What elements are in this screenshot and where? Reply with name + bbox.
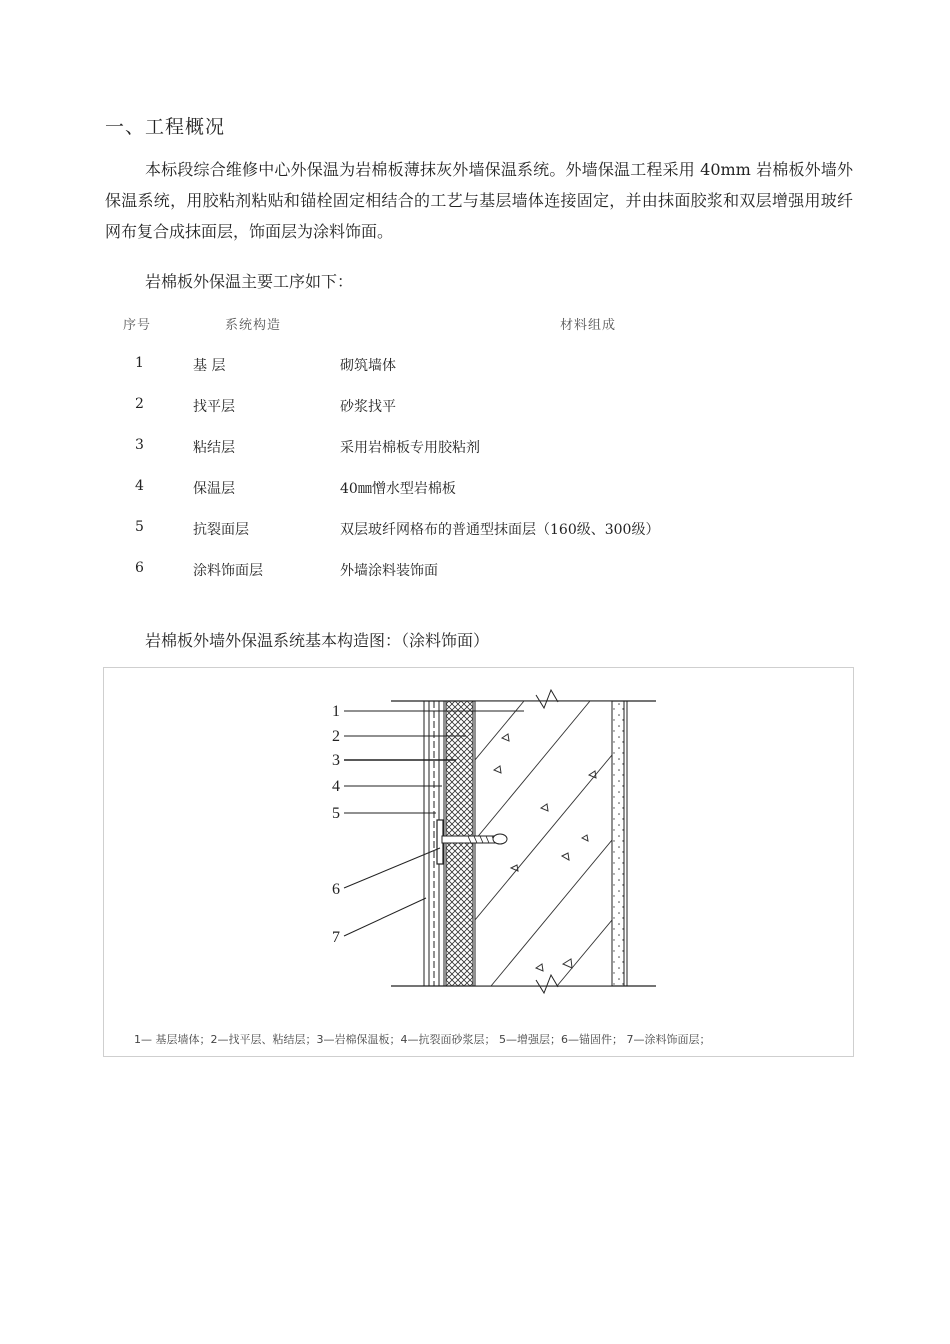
row-index: 6	[135, 560, 144, 576]
section-heading: 一、工程概况	[105, 116, 226, 138]
row-structure: 抗裂面层	[193, 522, 249, 538]
row-material: 40㎜憎水型岩棉板	[340, 481, 456, 497]
table-row	[105, 396, 845, 437]
row-index: 4	[135, 478, 144, 494]
label-7: 7	[332, 929, 340, 946]
overview-paragraph: 本标段综合维修中心外保温为岩棉板薄抹灰外墙保温系统。外墙保温工程采用 40mm 岩棉板外墙外保温系统，用胶粘剂粘贴和锚栓固定相结合的工艺与基层墙体连接固定，并由抹面胶浆和双层增强用玻纤网布复合成抹面层，饰面层为涂料饰面。	[105, 160, 853, 241]
wall-section-figure	[103, 667, 854, 1057]
header-index: 序号	[123, 318, 152, 333]
label-2: 2	[332, 728, 340, 745]
table-row	[105, 478, 845, 519]
label-3: 3	[332, 752, 340, 769]
row-index: 2	[135, 396, 144, 412]
process-table	[105, 314, 845, 601]
table-header-row	[105, 314, 845, 355]
table-row	[105, 437, 845, 478]
row-index: 5	[135, 519, 144, 535]
table-row	[105, 519, 845, 560]
row-material: 双层玻纤网格布的普通型抹面层（160级、300级）	[340, 522, 660, 538]
row-structure: 保温层	[193, 481, 235, 497]
label-1: 1	[332, 703, 340, 720]
label-6: 6	[332, 881, 340, 898]
table-row	[105, 560, 845, 601]
row-material: 砂浆找平	[340, 399, 396, 415]
row-index: 3	[135, 437, 144, 453]
header-structure: 系统构造	[225, 318, 282, 333]
row-structure: 涂料饰面层	[193, 563, 263, 579]
figure-legend: 1— 基层墙体；2—找平层、粘结层；3—岩棉保温板；4—抗裂面砂浆层； 5—增强层；6—锚固件； 7—涂料饰面层；	[134, 1033, 711, 1046]
label-4: 4	[332, 778, 340, 795]
row-structure: 找平层	[193, 399, 235, 415]
figure-caption: 岩棉板外墙外保温系统基本构造图：（涂料饰面）	[145, 631, 490, 650]
process-intro: 岩棉板外保温主要工序如下：	[145, 272, 354, 291]
wall-section-drawing	[104, 668, 853, 1056]
row-index: 1	[135, 355, 144, 371]
row-structure: 粘结层	[193, 440, 235, 456]
row-material: 砌筑墙体	[340, 358, 396, 374]
row-structure: 基 层	[193, 358, 226, 374]
header-material: 材料组成	[560, 318, 617, 333]
table-row	[105, 355, 845, 396]
row-material: 外墙涂料装饰面	[340, 563, 438, 579]
row-material: 采用岩棉板专用胶粘剂	[340, 440, 480, 456]
label-5: 5	[332, 805, 340, 822]
